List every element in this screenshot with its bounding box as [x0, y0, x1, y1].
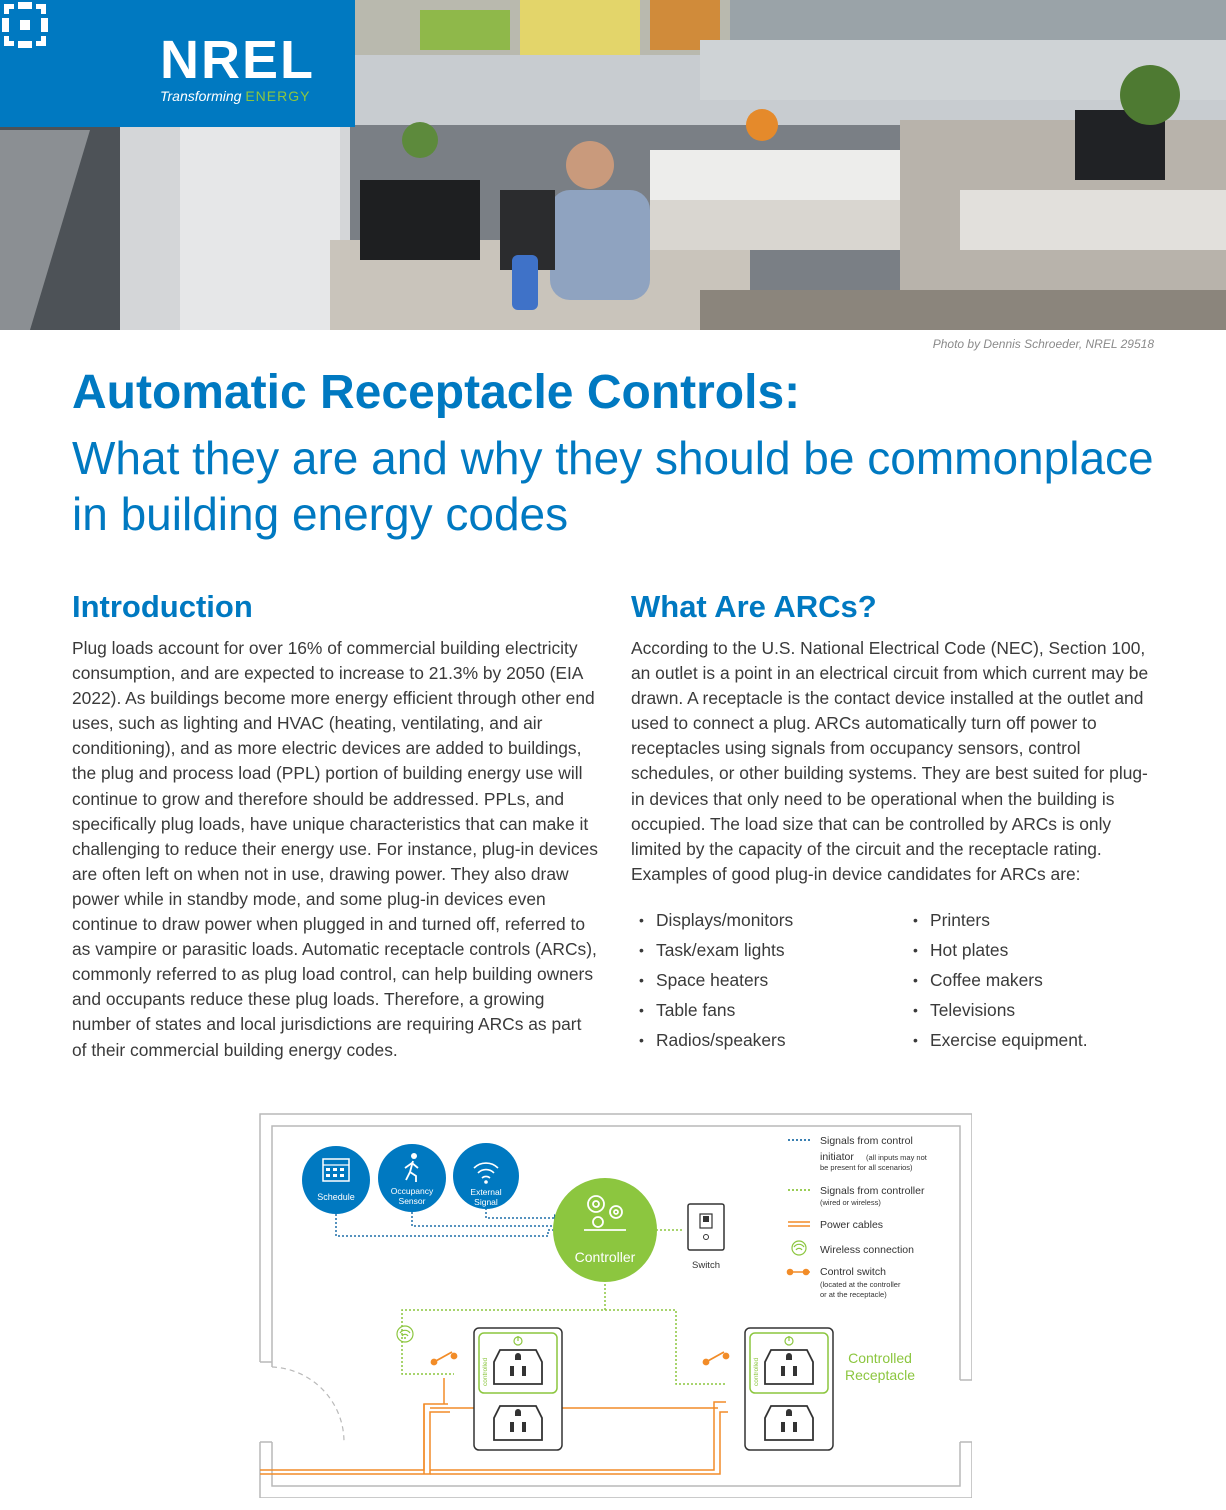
photo-credit: Photo by Dennis Schroeder, NREL 29518	[932, 337, 1154, 351]
list-item: • Hot plates	[905, 935, 1165, 965]
nrel-logo	[0, 0, 355, 127]
controller-node	[553, 1178, 657, 1282]
list-item: • Task/exam lights	[631, 935, 891, 965]
hero-photo	[0, 0, 1226, 330]
introduction-body: Plug loads account for over 16% of commercial building electricity consumption, and are expected to increase to 21.3% by 2050 (EIA 2022). As buildings become more energy efficient through other end uses, such as lighting and HVAC (heating, ventilating, and air conditioning), and as more electric devices are added to buildings, the plug and process load (PPL) portion of building energy use will continue to grow and therefore should be addressed. PPLs, and specifically plug loads, have unique characteristics that can make it challenging to reduce their energy use. For instance, plug-in devices are often left on when not in use, drawing power. They also draw power while in standby mode, and some plug-in devices even continue to draw power when plugged in and turned off, referred to as vampire or parasitic loads. Automatic receptacle controls (ARCs), commonly referred to as plug load control, can help building owners and occupants reduce these plug loads. Therefore, a growing number of states and local jurisdictions are requiring ARCs as part of their commercial building energy codes.	[72, 638, 598, 1060]
occupancy-label-1: Occupancy	[390, 1186, 434, 1196]
list-item: • Exercise equipment.	[905, 1025, 1165, 1055]
list-item: • Televisions	[905, 995, 1165, 1025]
legend-control-switch: Control switch	[820, 1266, 886, 1278]
legend-control-switch-note-2: or at the receptacle)	[820, 1290, 887, 1299]
list-item: • Displays/monitors	[631, 905, 891, 935]
logo-wordmark: NREL	[160, 30, 315, 90]
list-item: • Coffee makers	[905, 965, 1165, 995]
legend-wireless: Wireless connection	[820, 1244, 914, 1256]
arcs-body: According to the U.S. National Electrical Code (NEC), Section 100, an outlet is a point in an electrical circuit from which current may be drawn. A receptacle is the contact device installed at the outlet and used to connect a plug. ARCs automatically turn off power to receptacles using signals from occupancy sensors, control schedules, or other building systems. They are best suited for plug-in devices that only need to be operational when the building is occupied. The load size that can be controlled by ARCs is only limited by the capacity of the circuit and the receptacle rating. Examples of good plug-in device candidates for ARCs are:	[631, 638, 1149, 884]
outlet-controlled-label: controlled	[753, 1357, 760, 1386]
arc-system-diagram	[248, 1112, 972, 1498]
diagram-legend	[788, 1135, 928, 1299]
logo-tagline	[160, 88, 310, 104]
schedule-label: Schedule	[317, 1192, 355, 1202]
legend-signals-initiator: Signals from control	[820, 1135, 913, 1147]
right-receptacle	[745, 1328, 833, 1450]
legend-wireless-icon	[792, 1241, 806, 1255]
legend-signals-controller: Signals from controller	[820, 1185, 925, 1197]
nrel-logo-mark-icon	[0, 0, 50, 50]
legend-power-cables: Power cables	[820, 1219, 884, 1231]
list-item: • Printers	[905, 905, 1165, 935]
wall-switch	[688, 1204, 724, 1271]
device-list-left	[631, 905, 891, 1055]
legend-control-switch-icon	[788, 1270, 811, 1275]
wireless-icon	[397, 1326, 413, 1342]
page-title: Automatic Receptacle Controls:	[72, 366, 801, 419]
logo-tagline-accent: ENERGY	[245, 88, 311, 104]
outlet-controlled-label: controlled	[482, 1357, 489, 1386]
device-list-right	[905, 905, 1165, 1055]
list-item: • Table fans	[631, 995, 891, 1025]
list-item: • Radios/speakers	[631, 1025, 891, 1055]
legend-control-switch-note-1: (located at the controller	[820, 1280, 901, 1289]
introduction-heading: Introduction	[72, 589, 253, 624]
external-label-1: External	[470, 1187, 502, 1197]
occupancy-label-2: Sensor	[398, 1196, 426, 1206]
control-initiator-signal-lines	[336, 1208, 556, 1236]
legend-signals-initiator-note-1: (all inputs may not	[866, 1153, 927, 1162]
logo-tagline-prefix: Transforming	[160, 88, 242, 104]
left-receptacle	[474, 1328, 562, 1450]
legend-signals-initiator-note-2: be present for all scenarios)	[820, 1163, 913, 1172]
external-signal-node	[453, 1143, 519, 1209]
list-item: • Space heaters	[631, 965, 891, 995]
page-subtitle: What they are and why they should be commonplace in building energy codes	[72, 432, 1154, 540]
external-label-2: Signal	[474, 1197, 498, 1207]
occupancy-sensor-node	[378, 1144, 446, 1212]
schedule-node	[302, 1146, 370, 1214]
switch-label: Switch	[692, 1260, 720, 1271]
controlled-receptacle-label-1: Controlled	[848, 1350, 912, 1366]
arcs-heading: What Are ARCs?	[631, 589, 877, 624]
controlled-receptacle-label-2: Receptacle	[844, 1367, 916, 1383]
door-swing	[272, 1367, 344, 1442]
legend-signals-controller-note: (wired or wireless)	[820, 1198, 881, 1207]
controller-label: Controller	[574, 1249, 636, 1265]
legend-signals-initiator-2: initiator	[820, 1151, 854, 1163]
